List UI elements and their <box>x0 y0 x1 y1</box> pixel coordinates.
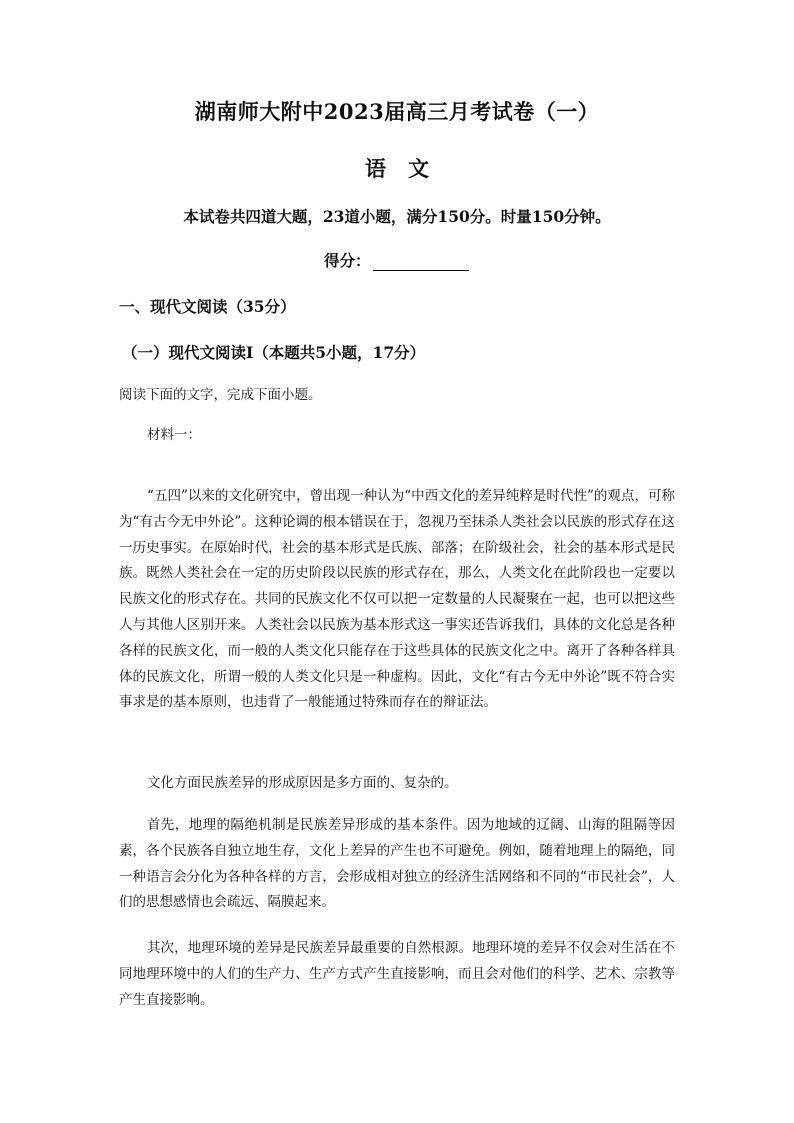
material-paragraph-3: 首先，地理的隔绝机制是民族差异形成的基本条件。因为地域的辽阔、山海的阻隔等因素，各个民族各自独立地生存，文化上差异的产生也不可避免。例如，随着地理上的隔绝，同一种语言会分化为各种各样的方言，会形成相对独立的经济生活网络和不同的“市民社会”，人们的思想感情也会疏远、隔膜起来。 <box>119 817 675 911</box>
section-subheading-reading1: （一）现代文阅读Ⅰ（本题共5小题，17分） <box>122 343 426 362</box>
material-paragraph-2: 文化方面民族差异的形成原因是多方面的、复杂的。 <box>147 775 458 791</box>
section-heading-part1: 一、现代文阅读（35分） <box>119 297 296 316</box>
subject-title: 语文 <box>365 156 451 181</box>
material-paragraph-4: 其次，地理环境的差异是民族差异最重要的自然根源。地理环境的差异不仅会对生活在不同地理环境中的人们的生产力、生产方式产生直接影响，而且会对他们的科学、艺术、宗教等产生直接影响。 <box>119 940 675 1008</box>
material-label: 材料一： <box>147 427 201 443</box>
material-paragraph-1: “五四”以来的文化研究中，曾出现一种认为“中西文化的差异纯粹是时代性”的观点，可称为“有古今无中外论”。这种论调的根本错误在于，忽视乃至抹杀人类社会以民族的形式存在这一历史事实。在原始时代，社会的基本形式是氏族、部落；在阶级社会，社会的基本形式是民族。既然人类社会在一定的历史阶段以民族的形式存在，那么，人类文化在此阶段也一定要以民族文化的形式存在。共同的民族文化不仅可以把一定数量的人民凝聚在一起，也可以把这些人与其他人区别开来。人类社会以民族为基本形式这一事实还告诉我们，具体的文化总是各种各样的民族文化，而一般的人类文化只能存在于这些具体的民族文化之中。离开了各种各样具体的民族文化，所谓一般的人类文化只是一种虚构。因此，文化“有古今无中外论”既不符合实事求是的基本原则，也违背了一般能通过特殊而存在的辩证法。 <box>119 488 675 711</box>
score-blank[interactable] <box>373 255 469 271</box>
exam-info: 本试卷共四道大题，23道小题，满分150分。时量150分钟。 <box>183 207 611 226</box>
score-line <box>324 249 469 271</box>
score-label: 得分： <box>324 251 371 270</box>
exam-title: 湖南师大附中2023届高三月考试卷（一） <box>194 99 600 124</box>
reading-instruction: 阅读下面的文字，完成下面小题。 <box>119 387 322 403</box>
